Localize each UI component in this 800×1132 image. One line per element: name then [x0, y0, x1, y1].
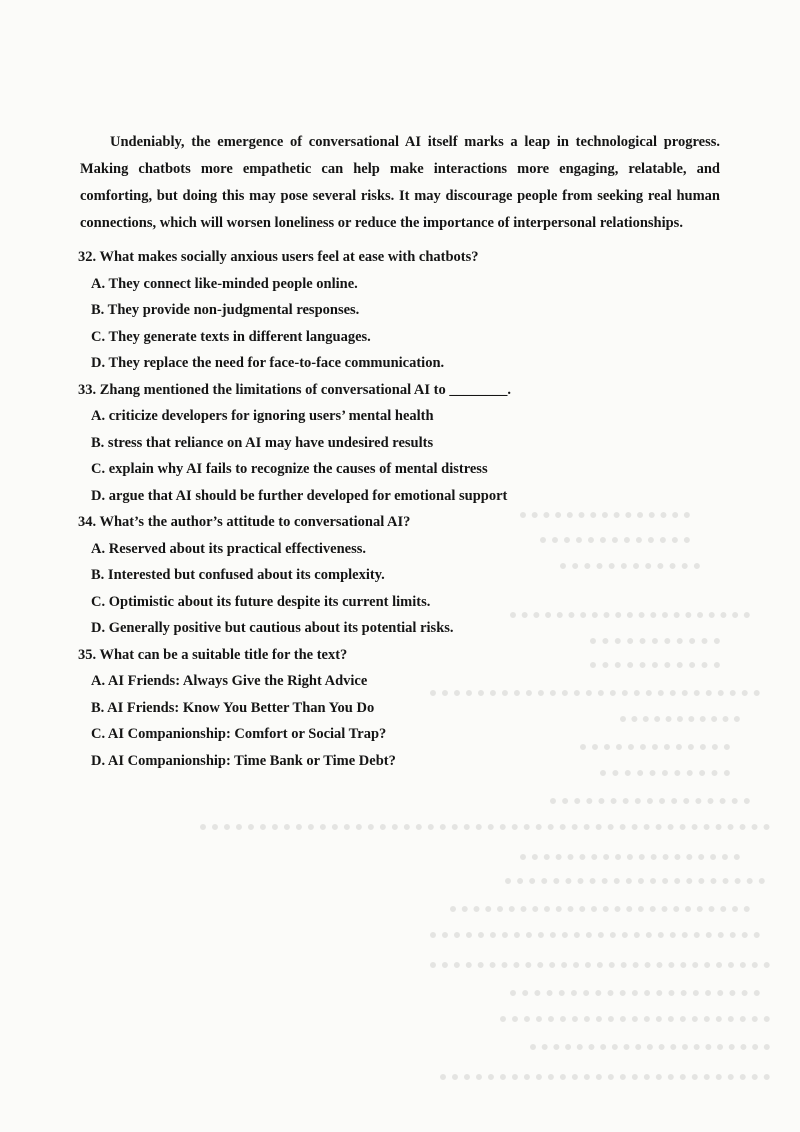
option-a: A. They connect like-minded people online. — [91, 275, 358, 292]
question-33 — [78, 377, 638, 510]
question-stem: 33. Zhang mentioned the limitations of conversational AI to ________. — [78, 381, 511, 398]
option-c: C. Optimistic about its future despite its current limits. — [91, 593, 431, 610]
option-b: B. Interested but confused about its complexity. — [91, 567, 385, 583]
option-d: D. They replace the need for face-to-face communication. — [91, 355, 445, 371]
option-c: C. explain why AI fails to recognize the causes of mental distress — [91, 461, 488, 477]
option-b: B. stress that reliance on AI may have undesired results — [91, 434, 434, 451]
question-34 — [78, 509, 638, 642]
option-d: D. Generally positive but cautious about its potential risks. — [91, 620, 454, 636]
question-35 — [78, 642, 638, 775]
question-stem: 35. What can be a suitable title for the text? — [78, 646, 348, 663]
option-c: C. They generate texts in different languages. — [91, 328, 371, 345]
option-a: A. criticize developers for ignoring users’ mental health — [91, 408, 434, 424]
question-stem: 32. What makes socially anxious users feel at ease with chatbots? — [78, 249, 479, 265]
option-b: B. AI Friends: Know You Better Than You Do — [91, 699, 375, 716]
reading-passage: Undeniably, the emergence of conversational AI itself marks a leap in technological progress. Making chatbots more empathetic can help make interactions more engaging, relatable, and comforting, but doing this may pose several risks. It may discourage people from seeking real human connections, which will worsen loneliness or reduce the importance of interpersonal relationships. — [80, 133, 720, 231]
option-a: A. Reserved about its practical effectiveness. — [91, 540, 367, 557]
option-c: C. AI Companionship: Comfort or Social Trap? — [91, 726, 387, 742]
option-d: D. AI Companionship: Time Bank or Time Debt? — [91, 752, 396, 769]
option-d: D. argue that AI should be further developed for emotional support — [91, 487, 508, 504]
option-a: A. AI Friends: Always Give the Right Advice — [91, 673, 368, 689]
question-list — [78, 244, 638, 774]
question-32 — [78, 244, 638, 377]
question-stem: 34. What’s the author’s attitude to conversational AI? — [78, 514, 411, 530]
option-b: B. They provide non-judgmental responses. — [91, 302, 360, 318]
